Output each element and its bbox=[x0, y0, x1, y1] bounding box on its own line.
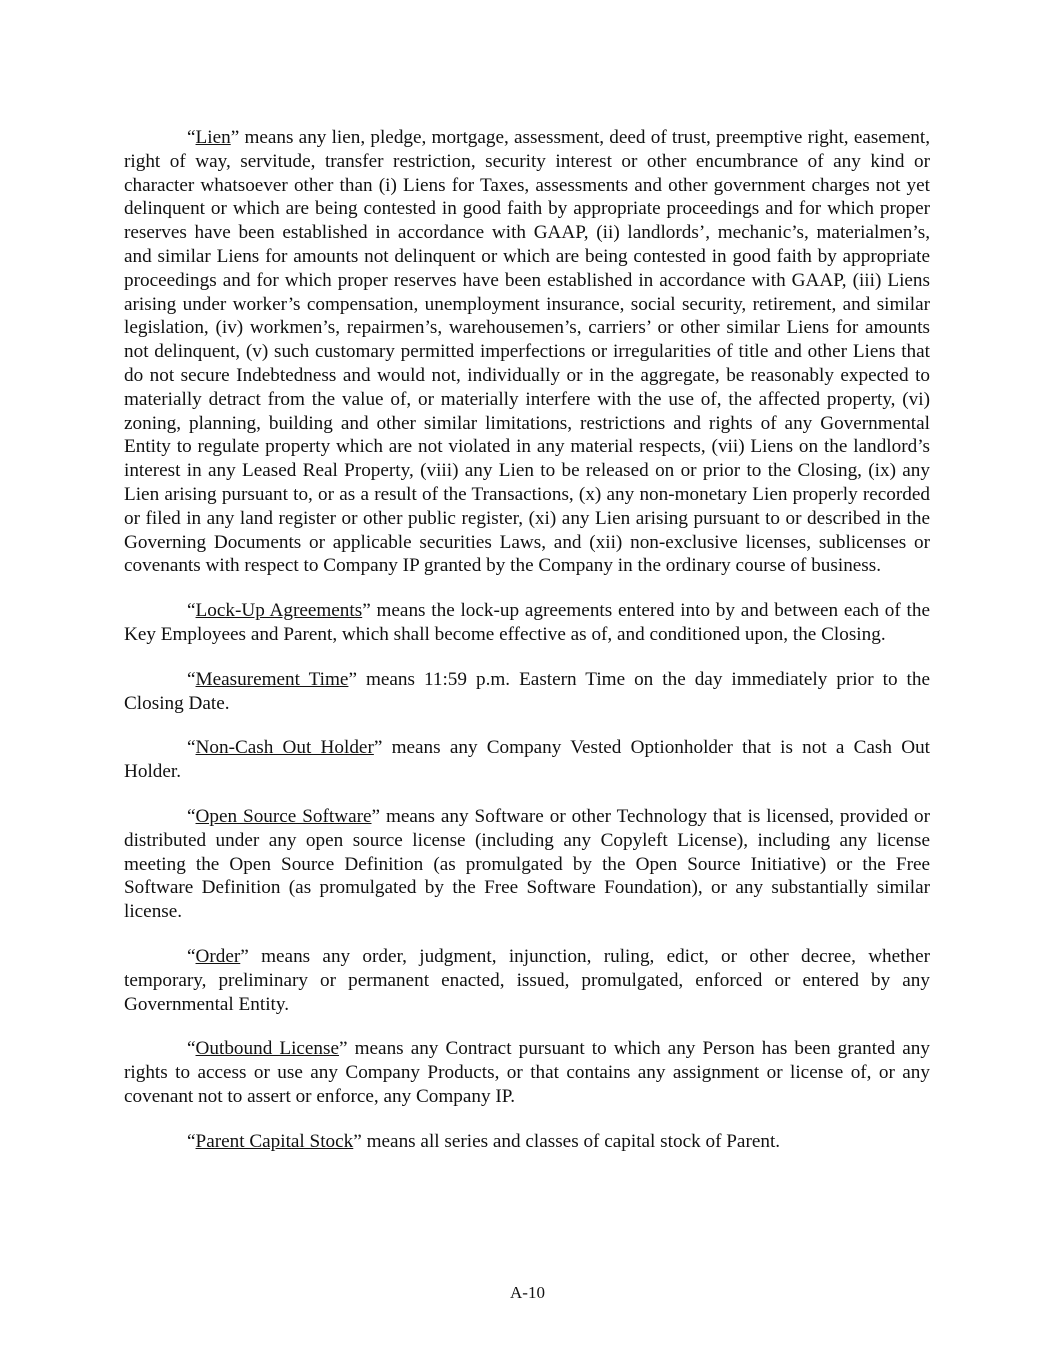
definition-text: means any Software or other Technology that is licensed, provided or distributed under any open source license (including any Copyleft License), including any license meeting the Open Source Definition (as promulgated by the Open Source Initiative) or the Free Software Definition (as promulgated by the Free Software Foundation), or any substantially similar license. bbox=[124, 805, 930, 923]
defined-term: Outbound License bbox=[195, 1038, 340, 1060]
definition-text: means all series and classes of capital stock of Parent. bbox=[361, 1130, 781, 1152]
definition-lien: “Lien” means any lien, pledge, mortgage, assessment, deed of trust, preemptive right, easement, right of way, servitude, transfer restriction, security interest or other encumbrance of any kind or character whatsoever other than (i) Liens for Taxes, assessments and other government charges not yet delinquent or which are being contested in good faith by appropriate proceedings and for which proper reserves have been established in accordance with GAAP, (ii) landlords’, mechanic’s, materialmen’s, and similar Liens for amounts not delinquent or which are being contested in good faith by appropriate proceedings and for which proper reserves have been established in accordance with GAAP, (iii) Liens arising under worker’s compensation, unemployment insurance, social security, retirement, and similar legislation, (iv) workmen’s, repairmen’s, warehousemen’s, carriers’ or other similar Liens for amounts not delinquent, (v) such customary permitted imperfections or irregularities of title and other Liens that do not secure Indebtedness and would not, individually or in the aggregate, be reasonably expected to materially detract from the value of, or materially interfere with the use of, the affected property, (vi) zoning, planning, building and other similar limitations, restrictions and rights of any Governmental Entity to regulate property which are not violated in any material respects, (vii) Liens on the landlord’s interest in any Leased Real Property, (viii) any Lien to be released on or prior to the Closing, (ix) any Lien arising pursuant to, or as a result of the Transactions, (x) any non-monetary Lien properly recorded or filed in any land register or other public register, (xi) any Lien arising pursuant to or described in the Governing Documents or applicable securities Laws, and (xii) non-exclusive licenses, sublicenses or covenants with respect to Company IP granted by the Company in the ordinary course of business. bbox=[124, 127, 930, 577]
definition-order: “Order” means any order, judgment, injunction, ruling, edict, or other decree, whether temporary, preliminary or permanent enacted, issued, promulgated, enforced or entered by any Governmental Entity. bbox=[124, 945, 930, 1015]
definition-open-source-software: “Open Source Software” means any Software or other Technology that is licensed, provided or distributed under any open source license (including any Copyleft License), including any license meeting the Open Source Definition (as promulgated by the Open Source Initiative) or the Free Software Definition (as promulgated by the Free Software Foundation), or any substantially similar license. bbox=[124, 805, 930, 923]
document-body bbox=[124, 126, 930, 1174]
definition-text: means 11:59 p.m. Eastern Time on the day immediately prior to the Closing Date. bbox=[124, 668, 930, 714]
defined-term: Lien bbox=[195, 127, 231, 148]
defined-term: Lock-Up Agreements bbox=[195, 600, 363, 622]
defined-term: Parent Capital Stock bbox=[195, 1130, 354, 1152]
definition-text: means any order, judgment, injunction, ruling, edict, or other decree, whether temporary, preliminary or permanent enacted, issued, promulgated, enforced or entered by any Governmental Entity. bbox=[124, 945, 930, 1015]
definition-text: means the lock-up agreements entered into by and between each of the Key Employees and Parent, which shall become effective as of, and conditioned upon, the Closing. bbox=[124, 600, 930, 645]
defined-term: Open Source Software bbox=[195, 805, 372, 827]
page-number: A-10 bbox=[510, 1283, 545, 1302]
definition-parent-capital-stock: “Parent Capital Stock” means all series and classes of capital stock of Parent. bbox=[187, 1130, 781, 1152]
defined-term: Non-Cash Out Holder bbox=[195, 737, 374, 759]
definition-text: means any lien, pledge, mortgage, assessment, deed of trust, preemptive right, easement, right of way, servitude, transfer restriction, security interest or other encumbrance of any kind or character whatsoever other than (i) Liens for Taxes, assessments and other government charges not yet delinquent or which are being contested in good faith by appropriate proceedings and for which proper reserves have been established in accordance with GAAP, (ii) landlords’, mechanic’s, materialmen’s, and similar Liens for amounts not delinquent or which are being contested in good faith by appropriate proceedings and for which proper reserves have been established in accordance with GAAP, (iii) Liens arising under worker’s compensation, unemployment insurance, social security, retirement, and similar legislation, (iv) workmen’s, repairmen’s, warehousemen’s, carriers’ or other similar Liens for amounts not delinquent, (v) such customary permitted imperfections or irregularities of title and other Liens that do not secure Indebtedness and would not, individually or in the aggregate, be reasonably expected to materially detract from the value of, or materially interfere with the use of, the affected property, (vi) zoning, planning, building and other similar limitations, restrictions and rights of any Governmental Entity to regulate property which are not violated in any material respects, (vii) Liens on the landlord’s interest in any Leased Real Property, (viii) any Lien to be released on or prior to the Closing, (ix) any Lien arising pursuant to, or as a result of the Transactions, (x) any non-monetary Lien properly recorded or filed in any land register or other public register, (xi) any Lien arising pursuant to or described in the Governing Documents or applicable securities Laws, and (xii) non-exclusive licenses, sublicenses or covenants with respect to Company IP granted by the Company in the ordinary course of business. bbox=[124, 127, 930, 577]
definition-measurement-time: “Measurement Time” means 11:59 p.m. Eastern Time on the day immediately prior to the Closing Date. bbox=[124, 668, 930, 714]
defined-term: Measurement Time bbox=[195, 668, 349, 690]
definition-text: means any Company Vested Optionholder that is not a Cash Out Holder. bbox=[124, 737, 930, 783]
definition-lock-up-agreements: “Lock-Up Agreements” means the lock-up agreements entered into by and between each of the Key Employees and Parent, which shall become effective as of, and conditioned upon, the Closing. bbox=[124, 600, 930, 645]
definition-text: means any Contract pursuant to which any Person has been granted any rights to access or use any Company Products, or that contains any assignment or license of, or any covenant not to assert or enforce, any Company IP. bbox=[124, 1038, 930, 1107]
defined-term: Order bbox=[195, 945, 241, 967]
definition-non-cash-out-holder: “Non-Cash Out Holder” means any Company Vested Optionholder that is not a Cash Out Holder. bbox=[124, 737, 930, 783]
definition-outbound-license: “Outbound License” means any Contract pursuant to which any Person has been granted any rights to access or use any Company Products, or that contains any assignment or license of, or any covenant not to assert or enforce, any Company IP. bbox=[124, 1038, 930, 1107]
